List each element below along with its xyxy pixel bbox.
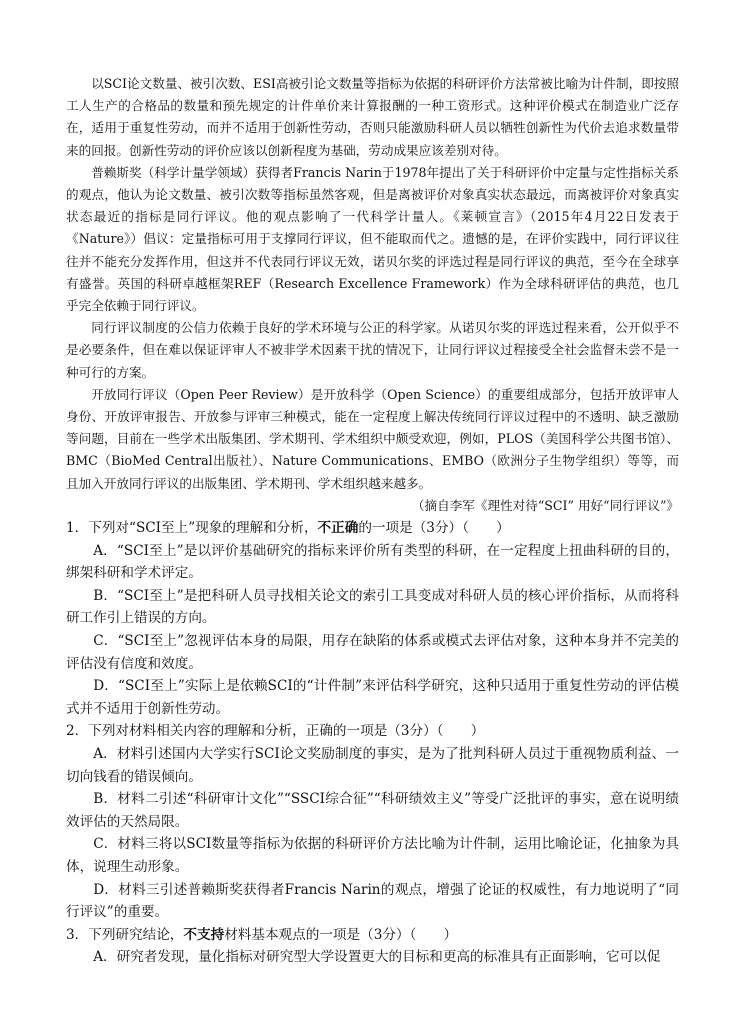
question-option: B．材料二引述“科研审计文化”“SSCI综合征”“科研绩效主义”等受广泛批评的事实，意在说明绩效评估的天然局限。 bbox=[66, 791, 679, 830]
question-option: A．材料引述国内大学实行SCI论文奖励制度的事实，是为了批判科研人员过于重视物质利益、一切向钱看的错误倾向。 bbox=[66, 746, 679, 785]
question-stem bbox=[66, 517, 679, 540]
question-stem-text: 的一项是（3分）（ ） bbox=[358, 520, 510, 537]
passage-paragraph: 普赖斯奖（科学计量学领域）获得者Francis Narin于1978年提出了关于科研评价中定量与定性指标关系的观点，他认为论文数量、被引次数等指标虽然客观，但是离被评价对象真实状态最远，而离被评价对象真实状态最近的指标是同行评议。他的观点影响了一代科学计量人。《莱顿宣言》（2015年4月22日发表于《Nature》）倡议：定量指标可用于支撑同行评议，但不能取而代之。遗憾的是，在评价实践中，同行评议往往并不能充分发挥作用，但这并不代表同行评议无效，诺贝尔奖的评选过程是同行评议的典范，至今在全球享有盛誉。英国的科研卓越框架REF（Research Excellence Framework）作为全球科研评估的典范，也几乎完全依赖于同行评议。 bbox=[66, 164, 679, 314]
question-stem-text: 材料基本观点的一项是（3分）（ ） bbox=[224, 926, 458, 943]
question-option: B．“SCI至上”是把科研人员寻找相关论文的索引工具变成对科研人员的核心评价指标，从而将科研工作引上错误的方向。 bbox=[66, 587, 679, 627]
question-stem-text: 3．下列研究结论， bbox=[66, 926, 184, 943]
question-option: A．“SCI至上”是以评价基础研究的指标来评价所有类型的科研，在一定程度上扭曲科研的目的，绑架科研和学术评定。 bbox=[66, 542, 679, 582]
passage-paragraph: 开放同行评议（Open Peer Review）是开放科学（Open Science）的重要组成部分，包括开放评审人身份、开放评审报告、开放参与评审三种模式，能在一定程度上解决传统同行评议过程中的不透明、缺乏激励等问题，目前在一些学术出版集团、学术期刊、学术组织中颇受欢迎，例如，PLOS（美国科学公共图书馆）、BMC（BioMed Central出版社）、Nature Communications、EMBO（欧洲分子生物学组织）等等，而且加入开放同行评议的出版集团、学术期刊、学术组织越来越多。 bbox=[66, 386, 679, 491]
question-stem-emphasis: 不支持 bbox=[183, 926, 225, 943]
question-option: C．材料三将以SCI数量等指标为依据的科研评价方法比喻为计件制，运用比喻论证，化抽象为具体，说理生动形象。 bbox=[66, 836, 679, 875]
question-stem-text: 2．下列对材料相关内容的理解和分析，正确的一项是（3分）（ ） bbox=[66, 723, 485, 740]
question-option: A．研究者发现，量化指标对研究型大学设置更大的目标和更高的标准具有正面影响，它可以促 bbox=[93, 949, 661, 966]
document-page bbox=[66, 73, 679, 969]
question-stem-text: 1．下列对“SCI至上”现象的理解和分析， bbox=[66, 520, 318, 537]
question-option: D．材料三引述普赖斯奖获得者Francis Narin的观点，增强了论证的权威性，有力地说明了“同行评议”的重要。 bbox=[66, 881, 679, 921]
passage-paragraph: 以SCI论文数量、被引次数、ESI高被引论文数量等指标为依据的科研评价方法常被比喻为计件制，即按照工人生产的合格品的数量和预先规定的计件单价来计算报酬的一种工资形式。这种评价模式在制造业广泛存在，适用于重复性劳动，而并不适用于创新性劳动，否则只能激励科研人员以牺牲创新性为代价去追求数量带来的回报。创新性劳动的评价应该以创新程度为基础，劳动成果应该差别对待。 bbox=[66, 76, 679, 158]
question-stem bbox=[66, 924, 679, 947]
passage-paragraph: 同行评议制度的公信力依赖于良好的学术环境与公正的科学家。从诺贝尔奖的评选过程来看，公开似乎不是必要条件，但在难以保证评审人不被非学术因素干扰的情况下，让同行评议过程接受全社会监督未尝不是一种可行的方案。 bbox=[66, 320, 679, 380]
question-stem bbox=[66, 720, 679, 743]
question-option: D．“SCI至上”实际上是依赖SCI的“计件制”来评估科学研究，这种只适用于重复性劳动的评估模式并不适用于创新性劳动。 bbox=[66, 678, 679, 717]
question-stem-emphasis: 不正确 bbox=[317, 520, 359, 537]
passage-source: （摘自李军《理性对待“SCI” 用好“同行评议”》 bbox=[411, 497, 679, 513]
question-option: C．“SCI至上”忽视评估本身的局限，用存在缺陷的体系或模式去评估对象，这种本身并不完美的评估没有信度和效度。 bbox=[66, 633, 679, 672]
